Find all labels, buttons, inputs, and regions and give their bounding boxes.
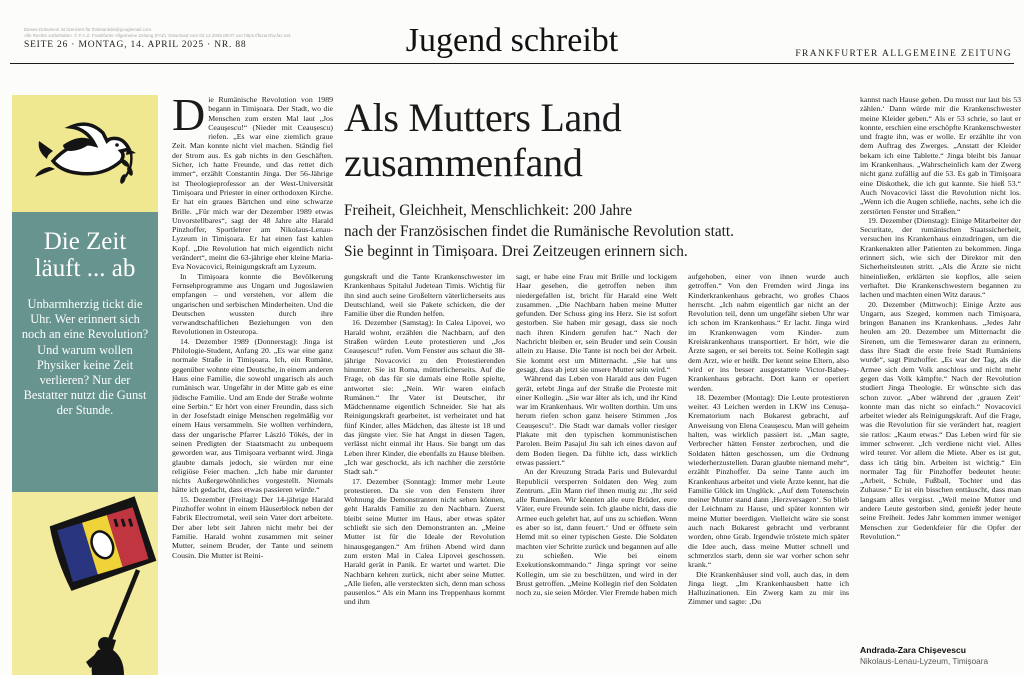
subtitle-line: nach der Französischen findet die Rumänische Revolution statt. — [344, 222, 734, 240]
article — [172, 95, 1021, 675]
article-paragraph: In Timișoara konnte die Bevölkerung Fernsehprogramme aus Ungarn und Jugoslawien empfangen – und verstehen, vor allem die ungarischen und serbischen Minderheiten. Und die Deutschen wussten durch ihre verwandtschaftlichen Beziehungen von den Revolutionen in Osteuropa. — [172, 271, 333, 337]
sidebar-title: Die Zeit läuft ... ab — [34, 228, 136, 282]
byline-affiliation: Nikolaus-Lenau-Lyzeum, Timișoara — [860, 657, 989, 666]
newspaper-name: FRANKFURTER ALLGEMEINE ZEITUNG — [795, 49, 1012, 59]
article-column-1 — [172, 95, 333, 675]
article-subtitle — [344, 201, 844, 263]
article-paragraph: gungskraft und die Tante Krankenschwester im Krankenhaus Spitalul Judetean Timis. Wichtig für ihn sind auch seine Großeltern väterlicherseits aus Deutschland, weil sie Pakete schicken, die der Familie über die Runden helfen. — [344, 272, 505, 319]
article-column-5 — [860, 95, 1021, 675]
dove-panel — [12, 95, 158, 212]
sidebar-teaser-text: Unbarmherzig tickt die Uhr. Wer erinnert sich noch an eine Revolution? Und warum wollen Physiker keine Zeit verlieren? Nur der Bestatter nutzt die Gunst der Stunde. — [21, 297, 149, 418]
page-info: SEITE 26 · MONTAG, 14. APRIL 2025 · NR. 88 — [24, 40, 247, 50]
article-paragraph: 14. Dezember 1989 (Donnerstag): Jinga ist Philologie-Student, Anfang 20. „Es war eine ganz normale Straße in Timișoara. Ich, ein Rumäne, gegenüber wohnte eine Deutsche, in einem anderen Haus eine Familie, die sowohl ungarisch als auch rumänisch war. Ungefähr in der Mitte gab es eine jüdische Familie. Und am Ende der Straße wohnte eine Serbin.“ Er hört von einer Freundin, dass sich in der Josefstadt einige Menschen regelmäßig vor einem Haus versammeln. Sie wollten verhindern, dass der ungarische Pfarrer László Tökés, der in seinen Predigten der Staatsmacht zu unbequem geworden war, aus Timișoara verbannt wird. Jinga glaubte damals jedoch, sie würden nur eine religiöse Feier machen. „Ich habe mir darunter nichts Außergewöhnliches vorgestellt. Niemals hätte ich gedacht, dass etwas passieren würde.“ — [172, 336, 333, 495]
article-paragraph: 16. Dezember (Samstag): In Calea Lipovei, wo Harald wohnt, erzählen die Nachbarn, auf den Straßen würden Leute protestieren und „Jos Ceaușescu!“ rufen. Vom Fenster aus schaut die 38-jährige Novacovici zu den Protestierenden hinunter. Sie ist Roma, mütterlicherseits. Auf die Frage, ob das für sie damals eine Rolle spielte, antwortet sie: „Nein. Wir waren einfach Rumänen.“ Ihr Vater ist Deutscher, ihr Mädchenname eigentlich Schneider. Sie hat als Reinigungskraft gearbeitet, ist verheiratet und hat fünf Kinder, alles Mädchen, das älteste ist 18 und das jüngste vier. Sie hat Angst in diesen Tagen, verlässt nicht einmal ihr Haus. Sie bangt um das Leben ihrer Kinder, die ebenfalls zu Hause bleiben. „Ich war geschockt, als ich nachher die zerstörte Stadt sah.“ — [344, 318, 505, 477]
byline — [860, 645, 1021, 666]
article-paragraph: 17. Dezember (Sonntag): Immer mehr Leute protestieren. Da sie von den Fenstern ihrer Wohnung die Demonstranten nicht sehen können, geht Haralds Familie zu den Nachbarn. Zuerst bleibt seine Mutter im Haus, aber etwas später schließt sie sich den Demonstranten an. „Meine Mutter ist für die Ideale der Revolution hinausgegangen.“ Am frühen Abend wird dann zum ersten Mal in Calea Lipovei geschossen. Harald gerät in Panik. Er wartet und wartet. Die Nachbarn kehren zurück, nicht aber seine Mutter. „Alle liefen, alle versteckten sich, denn man schoss pausenlos.“ Als ein Mann ins Treppenhaus kommt und ihm — [344, 476, 505, 607]
article-paragraph: 19. Dezember (Dienstag): Einige Mitarbeiter der Securitate, der rumänischen Staatssicherheit, versuchen ins Krankenhaus einzudringen, um die Krankenakten aller Patienten zu bekommen. Jinga erinnert sich, wie sich der Direktor mit den Sicherheitsleuten stritt. „Als die Ärzte sie nicht hineinließen, erklärten sie kopflos, alle seien verhaftet. Die Krankenschwestern begannen zu lachen und machten einen Witz daraus.“ — [860, 215, 1021, 300]
article-headline: Als Mutters Land zusammenfand — [344, 95, 622, 185]
subtitle-line: Freiheit, Gleichheit, Menschlichkeit: 200 Jahre — [344, 202, 633, 219]
article-paragraph: 15. Dezember (Freitag): Der 14-jährige Harald Pinzhoffer wohnt in einem Häuserblock neben der Fabrik Electrometal, weil sein Vater dort arbeitete. Der aber lebt seit Jahren nicht mehr bei der Familie. Harald wohnt zusammen mit seiner Mutter, seinem Bruder, der Tante und seinem Cousin. Die Mutter ist Reini- — [172, 494, 333, 560]
article-column-4 — [688, 272, 849, 675]
article-column-2 — [344, 272, 505, 675]
drop-cap: D — [172, 95, 206, 140]
article-column-3 — [516, 272, 677, 675]
subtitle-line: Sie beginnt in Timișoara. Drei Zeitzeugen erinnern sich. — [344, 243, 688, 260]
article-paragraph: An der Kreuzung Strada Paris und Bulevardul Republicii versperren Soldaten den Weg zum Zentrum. „Ein Mann rief ihnen mutig zu: ‚Ihr seid alle Rumänen. Wir könnten alle eure Brüder, eure Väter, eure Freunde sein. Ich glaube nicht, dass die Armee euch gelehrt hat, auf uns zu schießen. Wenn es aber so ist, dann feuert.‘ Und er öffnete sein Hemd mit so einer typischen Geste. Die Soldaten machten vier Schritte zurück und begannen auf alle zu schießen. Wie bei einem Exekutionskommando.“ Jinga springt vor seine Kollegin, um sie zu beschützen, und wird in der Brust getroffen. „Meine Kollegin rief den Soldaten noch zu, sie seien Mörder. Vier Fremde haben mich — [516, 467, 677, 598]
flag-panel — [12, 492, 158, 675]
article-paragraph: Während das Leben von Harald aus den Fugen gerät, erlebt Jinga auf der Straße die Proteste mit einer Kollegin. „Sie war älter als ich, und ihr Kind war im Krankenhaus. Wir wollten dorthin. Um uns herum riefen schon ganz heisere Stimmen ‚Jos Ceaușescu!‘. Die Stadt war damals voller riesiger Plakate mit den typischen kommunistischen Parolen. Beim Pasajul Jiu sah ich eines davon auf dem Boden liegen. Da fühlte ich, dass wirklich etwas passiert.“ — [516, 374, 677, 467]
sidebar-illustration-column — [12, 95, 158, 675]
article-paragraph: kannst nach Hause gehen. Du musst nur laut bis 53 zählen.‘ Dann würde mir die Krankenschwester meine Kleider geben.“ Als er 53 schrie, so laut er konnte, erschien eine erschöpfte Krankenschwester und fragte ihn, was er wolle. Er erzählte ihr von dem Auftrag des Zwerges. „Anstatt der Kleider bekam ich eine Tablette.“ Jinga bleibt bis Januar im Krankenhaus. „Wahrscheinlich kam der Zwerg nicht ganz zufällig auf die 53. Es gab in Timișoara eine Diskothek, die ich gut kannte. Sie hieß 53.“ Auch Novacovici lässt die Revolution nicht los. „Wenn ich die Augen schließe, nachts, sehe ich die zerstörten Fenster und Straßen.“ — [860, 95, 1021, 216]
article-paragraph: 18. Dezember (Montag): Die Leute protestieren weiter. 43 Leichen werden in LKW ins Cenușa-Krematorium nach Bukarest gebracht, auf Anweisung von Elena Ceaușescu. Man will geheim halten, was wirklich passiert ist. „Man sagte, Verbrecher hätten Fenster zerbrochen, und die Soldaten hätten geschossen, um die Ordnung wiederherzustellen. Daran glaubte niemand mehr“, erzählt Pinzhoffer. Da seine Tante auch im Krankenhaus arbeitet und viele Ärzte kennt, hat die Familie Glück im Unglück. „Auf dem Totenschein meiner Mutter stand dann ‚Herzversagen‘. So blieb der Leichnam zu Hause, und später konnten wir meine Mutter beerdigen. Vielleicht wäre sie sonst auch nach Bukarest gebracht und verbrannt worden, ohne Grab. Irgendwie tröstete mich später die Idee auch, dass meine Mutter schnell und schmerzlos starb, denn sie war vorher schon sehr krank.“ — [688, 392, 849, 570]
headline-block — [344, 95, 844, 272]
article-paragraph: sagt, er habe eine Frau mit Brille und lockigem Haar gesehen, die getroffen neben ihm niedergefallen ist, bricht für Harald eine Welt zusammen. „Die Nachbarn haben meine Mutter gefunden. Der Schuss ging ins Herz. Sie ist sofort gestorben. Sie haben mir gesagt, dass sie noch nach ihren Kindern gerufen hat.“ Nach der Nachricht bleiben er, sein Bruder und sein Cousin allein zu Hause. Die Tante ist noch bei der Arbeit. Sie kommt erst um Mitternacht. „Sie hat uns gesagt, dass ab jetzt sie unsere Mutter sein wird.“ — [516, 272, 677, 374]
sidebar-text-box — [12, 212, 158, 492]
dove-icon — [33, 111, 137, 197]
article-paragraph: Die Krankenhäuser sind voll, auch das, in dem Jinga liegt. „Im Krankenhausbett hatte ich Halluzinationen. Ein Zwerg kam zu mir ins Zimmer und sagte: ‚Du — [688, 569, 849, 607]
byline-author: Andrada-Zara Chișevescu — [860, 645, 967, 655]
article-paragraph: 20. Dezember (Mittwoch): Einige Ärzte aus Ungarn, aus Szeged, kommen nach Timișoara, bringen Bananen ins Krankenhaus. „Jedes Jahr heulen am 20. Dezember um Mitternacht die Sirenen, um die Temeswarer daran zu erinnern, dass ihre Stadt die erste freie Stadt Rumäniens wurde“, sagt Pinzhoffer. „Es war der Tag, als die Armee sich dem Volk anschloss und nicht mehr gegen das Volk kämpfte.“ Nach der Revolution studiert Jinga Theologie. Er wünschte sich das schon zuvor. „Aber während der ‚grauen Zeit‘ konnte man das nicht so einfach.“ Novacovici arbeitet wieder als Reinigungskraft. Auf die Frage, was die Revolution für sie verändert hat, reagiert sie ratlos: „Kaum etwas.“ Das Leben wird für sie immer schwerer. „Ich verdiene nicht viel. Alles wird teurer. Vor allem die Miete. Aber es ist gut, dass ich tätig bin. Arbeiten ist wichtig.“ Ein normaler Tag für Pinzhoffer bedeutet heute: „Arbeit, Schule, Fußball, Tochter und das Zuhause.“ Er ist ein bisschen enttäuscht, dass man langsam alles vergisst. „Weil meine Mutter und andere Leute gestorben sind, genießt jeder heute seine Freiheit. Jedes Jahr kommen immer weniger Menschen zur Gedenkfeier für die Opfer der Revolution.“ — [860, 299, 1021, 541]
article-paragraph: Die Rumänische Revolution von 1989 begann in Timișoara. Der Stadt, wo die Menschen zum ersten Mal laut „Jos Ceaușescu!“ (Nieder mit Ceaușescu) riefen. „Es war eine ziemlich graue Zeit. Man konnte nicht viel machen. Ständig fiel der Strom aus. Es gab nichts in den Geschäften. Sicher, ich hatte Freunde, und das rettet dich immer“, erzählt Constantin Jinga. Der 56-Jährige ist Theologieprofessor an der West-Universität Timișoara und Priester in einer orthodoxen Kirche. Er hat ein graues Bärtchen und eine schwarze Brille. „Für mich war der Dezember 1989 etwas Unvorstellbares“, sagt der 48 Jahre alte Harald Pinzhoffer, Sportlehrer am Nikolaus-Lenau-Lyzeum in Timișoara. Er hat einen fast kahlen Kopf. „Die Revolution hat mich eigentlich nicht verändert“, meint die 63-jährige eher kleine Maria-Eva Novacovici, Reinigungskraft am Lyzeum. — [172, 95, 333, 272]
watermark-line-2: Alle Rechte vorbehalten. © F.A.Z. Frankfurter Allgemeine Zeitung (FAZ). Download vom 02.12.2025 09:07 von https://fazarchiv.faz.net. — [24, 32, 292, 38]
romanian-flag-figure-illustration — [12, 492, 158, 675]
header-rule — [10, 63, 1014, 64]
section-title: Jugend schreibt — [405, 22, 619, 59]
article-paragraph: aufgehoben, einer von ihnen wurde auch getroffen.“ Von den Fremden wird Jinga ins Kinderkrankenhaus gebracht, wo großes Chaos herrscht. „Ich nahm eigentlich gar nicht an der Revolution teil, denn um ungefähr sieben Uhr war ich schon im Krankenhaus.“ Er lacht. Jinga wird im Krankenwagen vom Kinder- zum Kreiskrankenhaus transportiert. Er hört, wie die Ärzte sagen, er sei bereits tot. Seine Kollegin sagt dem Arzt, wie er heißt. Der kennt seine Eltern, also wird er ins besser ausgestattete Victor-Babeș-Krankenhaus gebracht. Dort kann er operiert werden. — [688, 272, 849, 393]
watermark-line-1: Dieses Dokument ist lizenziert für thinktankde@googlemail.com. — [24, 27, 153, 32]
